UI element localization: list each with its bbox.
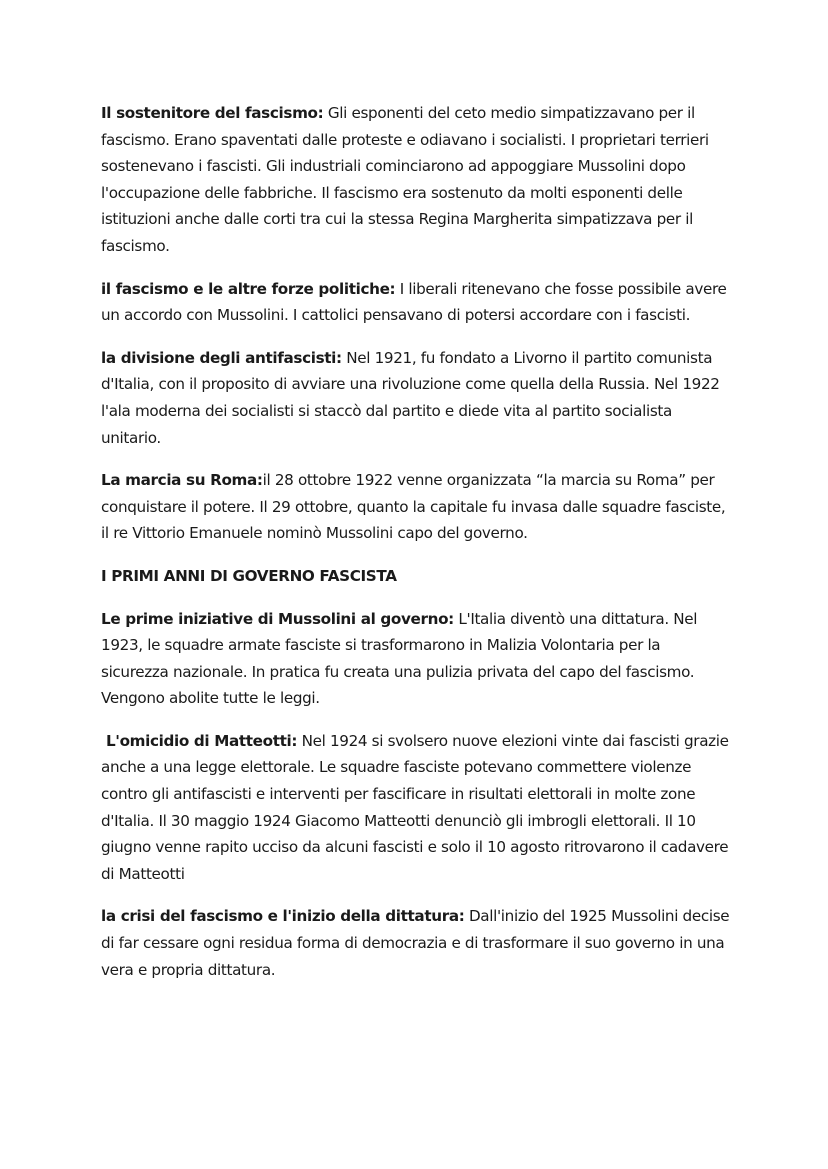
section-heading: I PRIMI ANNI DI GOVERNO FASCISTA — [101, 566, 397, 585]
document-page — [101, 100, 734, 999]
paragraph-lead: L'omicidio di Matteotti: — [101, 731, 298, 750]
paragraph-text: Nel 1921, fu fondato a Livorno il partito comunista d'Italia, con il proposito di avviare una rivoluzione come quella della Russia. Nel 1922 l'ala moderna dei socialisti si staccò dal partito e diede vita al partito socialista unitario. — [101, 348, 720, 447]
paragraph-text: Nel 1924 si svolsero nuove elezioni vinte dai fascisti grazie anche a una legge elettorale. Le squadre fasciste potevano commettere violenze contro gli antifascisti e interventi per fascificare in risultati elettorali in molte zone d'Italia. Il 30 maggio 1924 Giacomo Matteotti denunciò gli imbrogli elettorali. Il 10 giugno venne rapito ucciso da alcuni fascisti e solo il 10 agosto ritrovarono il cadavere di Matteotti — [101, 731, 734, 883]
paragraph-text: L'Italia diventò una dittatura. Nel 1923, le squadre armate fasciste si trasformarono in Malizia Volontaria per la sicurezza nazionale. In pratica fu creata una pulizia privata del capo del fascismo. Vengono abolite tutte le leggi. — [101, 609, 698, 708]
paragraph-lead: il fascismo e le altre forze politiche: — [101, 279, 396, 298]
paragraph-text: Dall'inizio del 1925 Mussolini decise di far cessare ogni residua forma di democrazia e di trasformare il suo governo in una vera e propria dittatura. — [101, 907, 730, 979]
paragraph-lead: la crisi del fascismo e l'inizio della dittatura: — [101, 907, 465, 926]
paragraph-lead: la divisione degli antifascisti: — [101, 348, 342, 367]
paragraph-text: il 28 ottobre 1922 venne organizzata “la marcia su Roma” per conquistare il potere. Il 29 ottobre, quanto la capitale fu invasa dalle squadre fasciste, il re Vittorio Emanuele nominò Mussolini capo del governo. — [101, 471, 726, 543]
paragraph-antifascisti — [101, 345, 731, 451]
paragraph-crisi-fascismo — [101, 903, 731, 983]
paragraph-text: I liberali ritenevano che fosse possibile avere un accordo con Mussolini. I cattolici pensavano di potersi accordare con i fascisti. — [101, 279, 727, 325]
paragraph-marcia-su-roma — [101, 467, 731, 547]
paragraph-lead: La marcia su Roma: — [101, 471, 263, 490]
paragraph-lead: Le prime iniziative di Mussolini al governo: — [101, 609, 454, 628]
paragraph-lead: Il sostenitore del fascismo: — [101, 104, 324, 122]
paragraph-text: Gli esponenti del ceto medio simpatizzavano per il fascismo. Erano spaventati dalle proteste e odiavano i socialisti. I proprietari terrieri sostenevano i fascisti. Gli industriali cominciarono ad appoggiare Mussolini dopo l'occupazione delle fabbriche. Il fascismo era sostenuto da molti esponenti delle istituzioni anche dalle corti tra cui la stessa Regina Margherita simpatizzava per il fascismo. — [101, 104, 709, 255]
paragraph-forze-politiche — [101, 276, 731, 329]
paragraph-omicidio-matteotti — [101, 728, 734, 888]
paragraph-prime-iniziative — [101, 606, 731, 712]
paragraph-sostenitori — [101, 100, 731, 260]
